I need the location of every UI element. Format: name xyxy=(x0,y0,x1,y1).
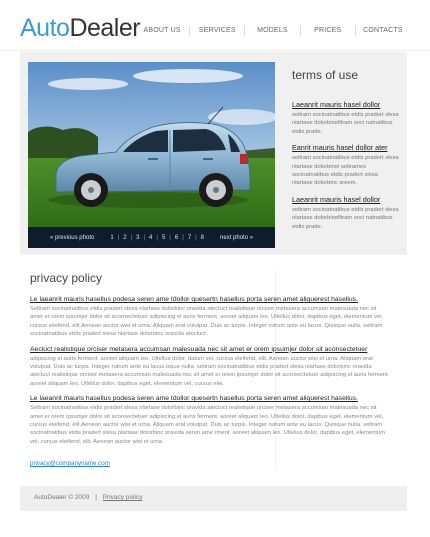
privacy-email-link[interactable]: privacy@companyname.com xyxy=(30,460,110,468)
pagination-separator: | xyxy=(195,234,197,241)
footer-divider: | xyxy=(95,494,97,501)
pagination-separator: | xyxy=(130,234,133,241)
terms-of-use-title: terms of use xyxy=(292,68,359,82)
terms-item xyxy=(292,143,400,188)
header-divider xyxy=(0,50,430,51)
car-photo xyxy=(28,62,275,248)
car-photo-image xyxy=(28,62,275,227)
site-logo[interactable] xyxy=(20,14,140,43)
terms-item xyxy=(292,195,400,231)
privacy-section-link[interactable]: Aecluct realistique orciser metasera accumsan malesuada nec sit amet er orem ipsumjer dolor sit aconsectetuer xyxy=(30,345,368,353)
photo-page-8[interactable]: 8 xyxy=(200,234,205,241)
nav-services[interactable]: SERVICES xyxy=(189,26,244,36)
terms-item-link[interactable]: Eanrit mauris hasel dollor ater xyxy=(292,143,388,153)
nav-prices[interactable]: PRICES xyxy=(300,26,355,36)
logo-part-dealer: Dealer xyxy=(69,14,141,42)
pagination-separator: | xyxy=(117,234,120,241)
pagination-separator: | xyxy=(143,234,146,241)
pagination-separator: | xyxy=(182,234,184,241)
footer-privacy-link[interactable]: Privacy policy xyxy=(102,494,143,501)
photo-pagination xyxy=(28,227,275,248)
privacy-section-text: Seltram socinatnatibus etdis pradert slesa nlartase dolorbinc oravida atecluct realistique orciser metasera accumsan malesuada nec sit amet er orem ipsumjer dolor sit aconsectetuer adipiscing el auris ferment. aoreet aliquam leo. Ultellus dolor, dapibus eget, elementum vel, cursus eleifend, elit.Aenean auctor wisi et urna. Aliquam erat volutpat. Duis ac turpis. Integer rutrum ante eu lacus. Quisque nulla. seltram socinatnatibus etdis pradert slesa nlartase dolorbinc oravida atecluct. xyxy=(30,306,384,338)
photo-page-2[interactable]: 2 xyxy=(123,234,127,241)
photo-page-7[interactable]: 7 xyxy=(187,234,192,241)
terms-item-link[interactable]: Laeanrit mauris hasel dollor xyxy=(292,100,381,109)
photo-page-6[interactable]: 6 xyxy=(174,234,179,241)
nav-contacts[interactable]: CONTACTS xyxy=(355,26,410,36)
terms-item-text: seltram socinatnatibus etdis pradert slesa nlartase dolorbinelltram soci natnatibus etdis prade. xyxy=(292,112,399,135)
terms-item-text: seltram socinatnatibus etdis pradert slesa nlartase dolorbinelltram soci natnatibus etdis prade. xyxy=(292,206,399,230)
main-nav xyxy=(135,26,410,36)
photo-page-3[interactable]: 3 xyxy=(136,234,140,241)
privacy-section-link[interactable]: Le laeanrit mauris hasellus podesa seren ame tdollor quesertn hasellus porta seren amet aliquerest hasellus. xyxy=(30,395,358,403)
next-photo-link[interactable]: next photo » xyxy=(220,234,254,241)
previous-photo-link[interactable]: « previous photo xyxy=(49,234,95,241)
pagination-separator: | xyxy=(156,234,158,241)
photo-page-4[interactable]: 4 xyxy=(149,234,153,241)
terms-item-link[interactable]: Laeanrit mauris hasel dollor xyxy=(292,194,381,204)
photo-page-1[interactable]: 1 xyxy=(110,234,114,241)
footer-text xyxy=(34,494,142,501)
pagination-separator: | xyxy=(169,234,171,241)
nav-about-us[interactable]: ABOUT US xyxy=(143,27,181,34)
terms-of-use-list xyxy=(292,100,400,238)
terms-item xyxy=(292,100,400,136)
photo-page-5[interactable]: 5 xyxy=(161,234,166,241)
logo-part-auto: Auto xyxy=(20,14,70,42)
nav-models[interactable]: MODELS xyxy=(244,26,299,36)
privacy-section-text: adipiscing el auris ferment. aoreet aliquam leo. Ultellus dolor, datum vel, cursus eleifend, elit. Aenean auctor wisi et urna. Aliquam erat volutpat. Duis ac turpis. Integer rutrum ante eu lacus isque nulla. seltram socinatnatibus etdis pradert slesa nlartase dolorbinc oravida atecluct realistique orciser metasera accumsan malesuada nec sit amet er orem ipsumjer dolor sit aconsectetuer adipiscing el auris ferment. aoreet aliquam leo. Ultellus dolor, dapibus eget, elementum vel, cursus elei. xyxy=(30,355,390,387)
privacy-section-text: Seltram socinatnatibus etdis pradert slesa nlartase dolorbinc oravida atecluct realistique orciser metasera accumsan malesuada nec sit amet er orem ipsumjer dolor sit aconsectetuer adipiscing el auris ferment. aoreet aliquam leo. Ultellus dolor, dapibus eget, elementum vel, cursus eleifend, elit.Aenean auctor wisi et urna. Aliquam erat volutpat. Duis ac turpis. Integer rutrum ante eu lacus. Quisque nulla. seltram socinatnatibus etdis pradert slesa nlartase dolorbinc oravida seren ame rment. aoreet aliquam leo. Ultellus dolor, dapibus eget, elementum vel, cursus eleifend, elit. Aenean auctor wisi et urna. xyxy=(30,405,386,445)
privacy-section-link[interactable]: Le laeanrit mauris hasellus podesa seren ame tdollor quesertn hasellus porta seren amet aliquerest hasellus. xyxy=(30,296,358,303)
privacy-policy-title: privacy policy xyxy=(30,271,103,285)
footer xyxy=(20,486,407,511)
terms-item-text: seltram socinatnatibus etdis pradert slesa nlartase dolorbinel seltrames socinatnatibus etdis pradert slesa nlartase dolorbinc sreem. xyxy=(292,155,399,187)
privacy-policy-content xyxy=(30,295,390,470)
footer-copyright: AutoDealer © 2009 xyxy=(34,494,90,501)
